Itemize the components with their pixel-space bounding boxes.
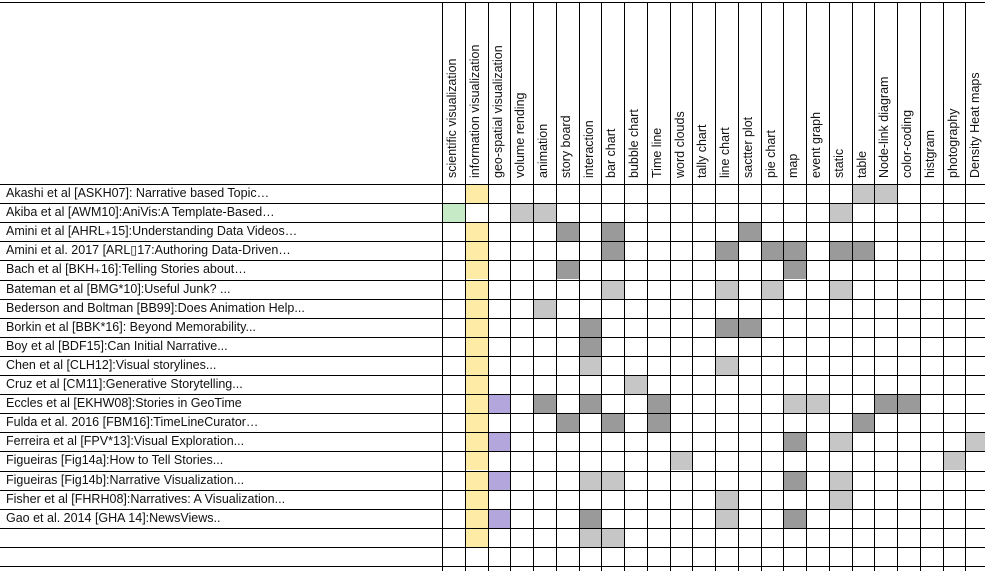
- table-cell: [579, 356, 602, 375]
- column-header: [874, 2, 896, 182]
- table-cell: [715, 356, 738, 375]
- column-header: [943, 2, 965, 182]
- table-cell: [715, 241, 738, 260]
- table-cell: [465, 528, 488, 547]
- column-divider: [465, 2, 466, 571]
- row-divider: [0, 451, 985, 452]
- table-cell: [533, 394, 556, 413]
- column-divider: [874, 2, 875, 571]
- row-label: Gao et al. 2014 [GHA 14]:NewsViews..: [6, 510, 221, 525]
- column-header: [897, 2, 919, 182]
- column-header-label: photography: [945, 108, 960, 178]
- column-header-label: Node-link diagram: [877, 76, 892, 178]
- top-border: [0, 2, 985, 3]
- row-divider: [0, 490, 985, 491]
- table-cell: [874, 184, 897, 203]
- column-divider: [965, 2, 966, 571]
- row-divider: [0, 375, 985, 376]
- column-header: [920, 2, 942, 182]
- column-header: [715, 2, 737, 182]
- row-label: Fisher et al [FHRH08]:Narratives: A Visualization...: [6, 491, 286, 506]
- table-cell: [465, 222, 488, 241]
- table-cell: [829, 203, 852, 222]
- column-divider: [533, 2, 534, 571]
- table-cell: [488, 509, 511, 528]
- table-cell: [852, 241, 875, 260]
- row-label: Ferreira et al [FPV*13]:Visual Exploration...: [6, 434, 245, 449]
- table-cell: [783, 260, 806, 279]
- table-cell: [465, 375, 488, 394]
- row-label: Bederson and Boltman [BB99]:Does Animation Help...: [6, 300, 305, 315]
- column-header: [624, 2, 646, 182]
- table-cell: [852, 413, 875, 432]
- column-header: [488, 2, 510, 182]
- row-label: Figueiras [Fig14a]:How to Tell Stories...: [6, 453, 224, 468]
- column-divider: [624, 2, 625, 571]
- row-divider: [0, 528, 985, 529]
- column-header-label: tally chart: [695, 124, 710, 178]
- table-cell: [465, 337, 488, 356]
- table-cell: [624, 375, 647, 394]
- column-header-label: word clouds: [672, 111, 687, 178]
- table-cell: [465, 356, 488, 375]
- column-header-label: line chart: [718, 127, 732, 178]
- table-cell: [829, 241, 852, 260]
- table-cell: [465, 413, 488, 432]
- column-header-label: volume rending: [513, 92, 528, 178]
- row-label: Figueiras [Fig14b]:Narrative Visualization...: [6, 472, 245, 487]
- column-header-label: interaction: [581, 120, 596, 178]
- column-header-label: event graph: [809, 111, 823, 178]
- row-label: Cruz et al [CM11]:Generative Storytelling...: [6, 377, 243, 391]
- table-cell: [579, 318, 602, 337]
- column-header-label: pie chart: [763, 130, 778, 178]
- table-cell: [761, 280, 784, 299]
- column-header: [965, 2, 985, 182]
- table-cell: [897, 394, 920, 413]
- row-divider: [0, 318, 985, 319]
- row-label: Amini et al [AHRL₊15]:Understanding Data Videos…: [6, 224, 298, 239]
- column-header-label: histgram: [922, 130, 937, 178]
- column-header: [761, 2, 783, 182]
- row-label: Borkin et al [BBK*16]: Beyond Memorability...: [6, 319, 256, 334]
- row-label: Chen et al [CLH12]:Visual storylines...: [6, 357, 217, 372]
- table-cell: [510, 203, 533, 222]
- table-cell: [783, 509, 806, 528]
- column-header-label: bubble chart: [627, 109, 641, 178]
- row-divider: [0, 203, 985, 204]
- table-cell: [829, 471, 852, 490]
- row-divider: [0, 260, 985, 261]
- row-label: Bach et al [BKH₊16]:Telling Stories about…: [6, 262, 247, 277]
- column-header: [692, 2, 714, 182]
- table-cell: [601, 280, 624, 299]
- column-header-label: sactter plot: [740, 116, 755, 178]
- column-header-label: scientific visualization: [445, 58, 459, 178]
- row-label: Eccles et al [EKHW08]:Stories in GeoTime: [6, 396, 242, 411]
- table-cell: [965, 432, 985, 451]
- table-cell: [647, 413, 670, 432]
- table-cell: [715, 509, 738, 528]
- table-cell: [579, 528, 602, 547]
- column-header-label: animation: [536, 123, 550, 178]
- table-cell: [465, 451, 488, 470]
- row-divider: [0, 509, 985, 510]
- row-label: Fulda et al. 2016 [FBM16]:TimeLineCurator…: [6, 415, 259, 430]
- column-header: [647, 2, 669, 182]
- table-cell: [465, 241, 488, 260]
- table-cell: [465, 432, 488, 451]
- column-header: [442, 2, 464, 182]
- table-cell: [579, 394, 602, 413]
- column-divider: [488, 2, 489, 571]
- column-header: [783, 2, 805, 182]
- table-cell: [806, 394, 829, 413]
- row-divider: [0, 413, 985, 414]
- table-cell: [647, 394, 670, 413]
- column-divider: [943, 2, 944, 571]
- table-cell: [579, 337, 602, 356]
- column-header-label: Time line: [649, 127, 664, 178]
- table-cell: [465, 184, 488, 203]
- column-header-label: bar chart: [604, 128, 619, 178]
- row-label: Amini et al. 2017 [ARL▯17:Authoring Data-Driven…: [6, 243, 291, 258]
- column-divider: [670, 2, 671, 571]
- table-cell: [715, 280, 738, 299]
- table-cell: [783, 394, 806, 413]
- table-cell: [579, 509, 602, 528]
- table-cell: [465, 299, 488, 318]
- column-header: [738, 2, 760, 182]
- row-divider: [0, 337, 985, 338]
- column-header: [556, 2, 578, 182]
- column-divider: [761, 2, 762, 571]
- table-cell: [556, 260, 579, 279]
- column-header-label: table: [854, 150, 869, 178]
- table-cell: [783, 241, 806, 260]
- column-divider: [647, 2, 648, 571]
- table-cell: [852, 184, 875, 203]
- row-label: Boy et al [BDF15]:Can Initial Narrative...: [6, 338, 228, 353]
- table-cell: [533, 203, 556, 222]
- column-header: [601, 2, 623, 182]
- table-cell: [465, 490, 488, 509]
- column-divider: [715, 2, 716, 571]
- column-divider: [556, 2, 557, 571]
- table-cell: [715, 490, 738, 509]
- row-divider: [0, 356, 985, 357]
- column-header: [829, 2, 851, 182]
- table-cell: [465, 280, 488, 299]
- column-divider: [510, 2, 511, 571]
- column-divider: [852, 2, 853, 571]
- table-cell: [488, 432, 511, 451]
- column-header-label: color-coding: [900, 109, 914, 178]
- column-divider: [692, 2, 693, 571]
- table-cell: [738, 318, 761, 337]
- column-header-label: Density Heat maps: [968, 72, 983, 178]
- table-cell: [601, 222, 624, 241]
- table-cell: [761, 241, 784, 260]
- table-cell: [829, 490, 852, 509]
- row-divider: [0, 394, 985, 395]
- column-divider: [579, 2, 580, 571]
- table-cell: [601, 413, 624, 432]
- row-label: Akashi et al [ASKH07]: Narrative based Topic…: [6, 186, 270, 200]
- column-header: [579, 2, 601, 182]
- column-divider: [920, 2, 921, 571]
- column-header: [510, 2, 532, 182]
- table-cell: [533, 299, 556, 318]
- row-divider: [0, 280, 985, 281]
- column-header-label: information visualization: [467, 44, 482, 178]
- table-cell: [874, 394, 897, 413]
- table-cell: [715, 318, 738, 337]
- column-header-label: static: [831, 148, 846, 178]
- row-divider: [0, 299, 985, 300]
- table-cell: [465, 471, 488, 490]
- table-cell: [829, 280, 852, 299]
- table-cell: [488, 471, 511, 490]
- table-cell: [579, 471, 602, 490]
- column-header-label: map: [786, 153, 801, 178]
- column-header: [806, 2, 828, 182]
- row-label: Akiba et al [AWM10]:AniVis:A Template-Based…: [6, 205, 275, 220]
- table-cell: [465, 509, 488, 528]
- column-divider: [738, 2, 739, 571]
- table-cell: [601, 241, 624, 260]
- column-divider: [601, 2, 602, 571]
- table-cell: [465, 260, 488, 279]
- table-cell: [670, 451, 693, 470]
- row-divider: [0, 241, 985, 242]
- column-header-label: geo-spatial visualization: [490, 45, 505, 178]
- row-divider: [0, 547, 985, 548]
- column-divider: [783, 2, 784, 571]
- row-divider: [0, 566, 985, 567]
- column-header-label: story board: [558, 115, 573, 178]
- column-header: [533, 2, 555, 182]
- table-cell: [442, 203, 465, 222]
- table-cell: [783, 432, 806, 451]
- column-divider: [442, 2, 443, 571]
- row-divider: [0, 184, 985, 185]
- table-cell: [556, 413, 579, 432]
- table-cell: [556, 222, 579, 241]
- table-cell: [465, 318, 488, 337]
- table-cell: [488, 394, 511, 413]
- column-divider: [829, 2, 830, 571]
- row-divider: [0, 471, 985, 472]
- table-cell: [601, 528, 624, 547]
- column-header: [670, 2, 692, 182]
- column-divider: [806, 2, 807, 571]
- row-divider: [0, 432, 985, 433]
- table-cell: [738, 222, 761, 241]
- column-header: [465, 2, 487, 182]
- row-divider: [0, 222, 985, 223]
- row-label: Bateman et al [BMG*10]:Useful Junk? ...: [6, 281, 231, 296]
- column-header: [852, 2, 874, 182]
- table-cell: [783, 471, 806, 490]
- table-cell: [601, 471, 624, 490]
- table-cell: [465, 394, 488, 413]
- table-cell: [943, 451, 966, 470]
- table-cell: [829, 432, 852, 451]
- column-divider: [897, 2, 898, 571]
